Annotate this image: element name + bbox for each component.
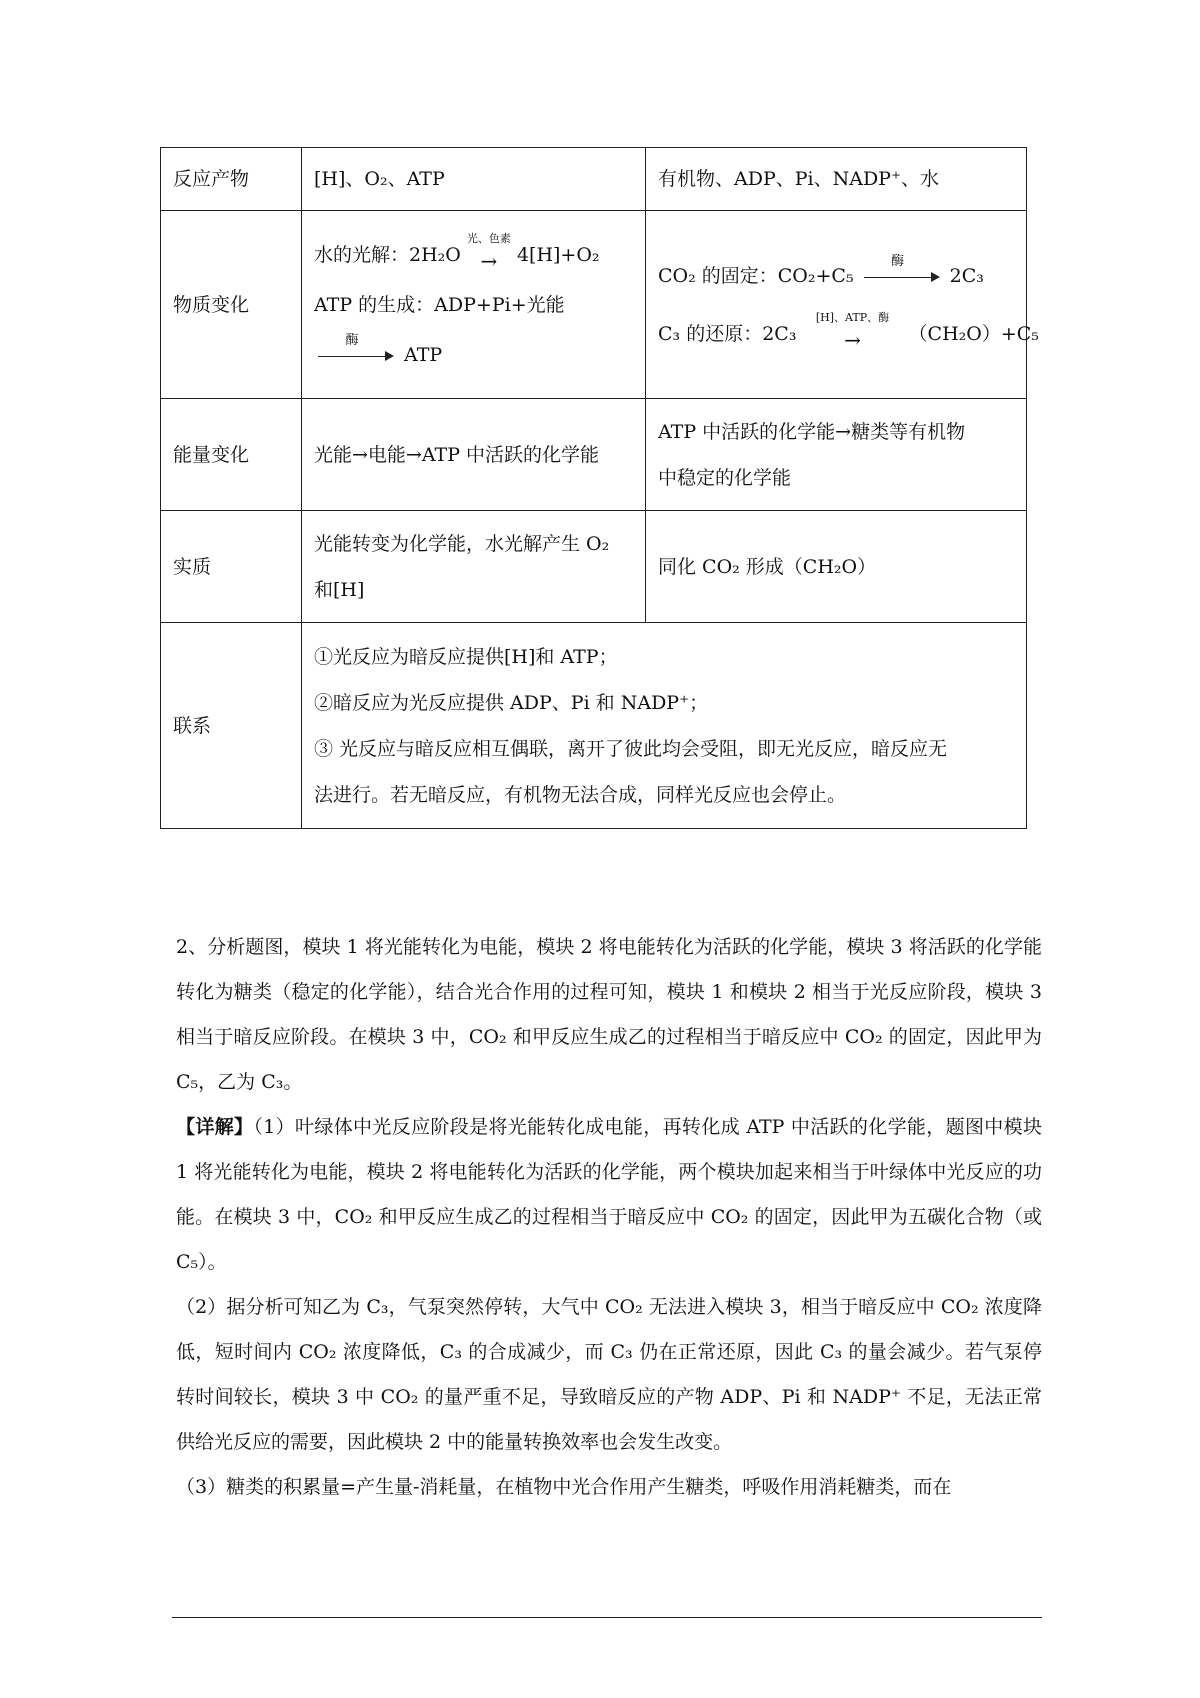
- analysis-block: [176, 925, 1042, 1510]
- reaction-arrow: [802, 310, 902, 352]
- cell-line: ②暗反应为光反应提供 ADP、Pi 和 NADP⁺；: [314, 691, 709, 714]
- comparison-table-wrap: [160, 147, 1039, 829]
- row-label: 联系: [161, 623, 302, 829]
- row-label: 实质: [161, 511, 302, 623]
- detail-label: 【详解】: [176, 1116, 254, 1138]
- cell-line: ③ 光反应与暗反应相互偶联，离开了彼此均会受阻，即无光反应，暗反应无: [314, 737, 948, 760]
- row-label: 物质变化: [161, 211, 302, 399]
- arrow-head-icon: [385, 351, 394, 361]
- enzyme-arrow: [318, 332, 394, 362]
- arrow-head-icon: [931, 272, 940, 282]
- comparison-table: [160, 147, 1039, 829]
- arrow-label: 酶: [891, 253, 905, 269]
- cell-line: [314, 330, 633, 380]
- cell-line: ATP 的生成：ADP+Pi+光能: [314, 293, 565, 316]
- dark-cell: 同化 CO₂ 形成（CH₂O）: [646, 511, 1027, 623]
- row-label: 能量变化: [161, 399, 302, 511]
- dark-cell: [646, 211, 1039, 399]
- light-cell: [H]、O₂、ATP: [302, 148, 646, 211]
- table-row: [161, 211, 1027, 399]
- dark-cell: 有机物、ADP、Pi、NADP⁺、水: [646, 148, 1027, 211]
- row-label: 反应产物: [161, 148, 302, 211]
- equation-left: C₃ 的还原：2C₃: [658, 322, 797, 345]
- equation-left: 水的光解：2H₂O: [314, 243, 461, 266]
- table-row: [161, 148, 1027, 211]
- cell-line: 中稳定的化学能: [658, 466, 792, 489]
- analysis-paragraph: （2）据分析可知乙为 C₃，气泵突然停转，大气中 CO₂ 无法进入模块 3，相当于暗反应中 CO₂ 浓度降低，短时间内 CO₂ 浓度降低，C₃ 的合成减少，而 C₃ 仍在正常还原，因此 C₃ 的量会减少。若气泵停转时间较长，模块 3 中 CO₂ 的量严重不足，导致暗反应的产物 ADP、Pi 和 NADP⁺ 不足，无法正常供给光反应的需要，因此模块 2 中的能量转换效率也会发生改变。: [176, 1296, 1042, 1453]
- cell-line: ①光反应为暗反应提供[H]和 ATP；: [314, 645, 618, 668]
- enzyme-arrow: [864, 253, 940, 283]
- arrow-line: [864, 277, 932, 278]
- equation-right: 2C₃: [949, 264, 984, 287]
- detail-paragraph: [176, 1105, 1042, 1285]
- equation-right: 4[H]+O₂: [516, 243, 600, 266]
- cell-line: ATP 中活跃的化学能→糖类等有机物: [658, 420, 966, 443]
- equation-right: （CH₂O）+C₅: [908, 322, 1039, 345]
- cell-line: 光能转变为化学能，水光解产生 O₂: [314, 532, 610, 555]
- arrow-label: 酶: [345, 332, 359, 348]
- reaction-arrow: [466, 231, 511, 273]
- arrow-icon: →: [480, 248, 498, 273]
- dark-cell: [646, 399, 1027, 511]
- equation-right: ATP: [404, 343, 443, 366]
- light-cell: [302, 211, 646, 399]
- light-cell: 光能→电能→ATP 中活跃的化学能: [302, 399, 646, 511]
- table-row: [161, 399, 1027, 511]
- arrow-icon: →: [844, 327, 861, 352]
- cell-line: 和[H]: [314, 578, 365, 601]
- light-cell: [302, 511, 646, 623]
- table-row: [161, 511, 1027, 623]
- table-row: [161, 623, 1027, 829]
- equation-left: CO₂ 的固定：CO₂+C₅: [658, 264, 854, 287]
- cell-line: 法进行。若无暗反应，有机物无法合成，同样光反应也会停止。: [314, 783, 847, 806]
- merged-cell: [302, 623, 1027, 829]
- arrow-label: [H]、ATP、酶: [815, 310, 890, 324]
- arrow-line: [318, 356, 386, 357]
- cell-line: [658, 305, 1039, 363]
- analysis-paragraph: 2、分析题图，模块 1 将光能转化为电能，模块 2 将电能转化为活跃的化学能，模块 3 将活跃的化学能转化为糖类（稳定的化学能），结合光合作用的过程可知，模块 1 和模块 2 相当于光反应阶段，模块 3 相当于暗反应阶段。在模块 3 中，CO₂ 和甲反应生成乙的过程相当于暗反应中 CO₂ 的固定，因此甲为 C₅，乙为 C₃。: [176, 936, 1042, 1093]
- analysis-paragraph: （3）糖类的积累量=产生量-消耗量，在植物中光合作用产生糖类，呼吸作用消耗糖类，而在: [176, 1476, 952, 1498]
- cell-line: [658, 247, 1014, 305]
- footer-divider: [172, 1617, 1042, 1618]
- cell-line: [314, 230, 633, 280]
- arrow-label: 光、色素: [466, 231, 511, 245]
- detail-text: （1）叶绿体中光反应阶段是将光能转化成电能，再转化成 ATP 中活跃的化学能，题图中模块 1 将光能转化为电能，模块 2 将电能转化为活跃的化学能，两个模块加起来相当于叶绿体中光反应的功能。在模块 3 中，CO₂ 和甲反应生成乙的过程相当于暗反应中 CO₂ 的固定，因此甲为五碳化合物（或 C₅）。: [176, 1116, 1042, 1273]
